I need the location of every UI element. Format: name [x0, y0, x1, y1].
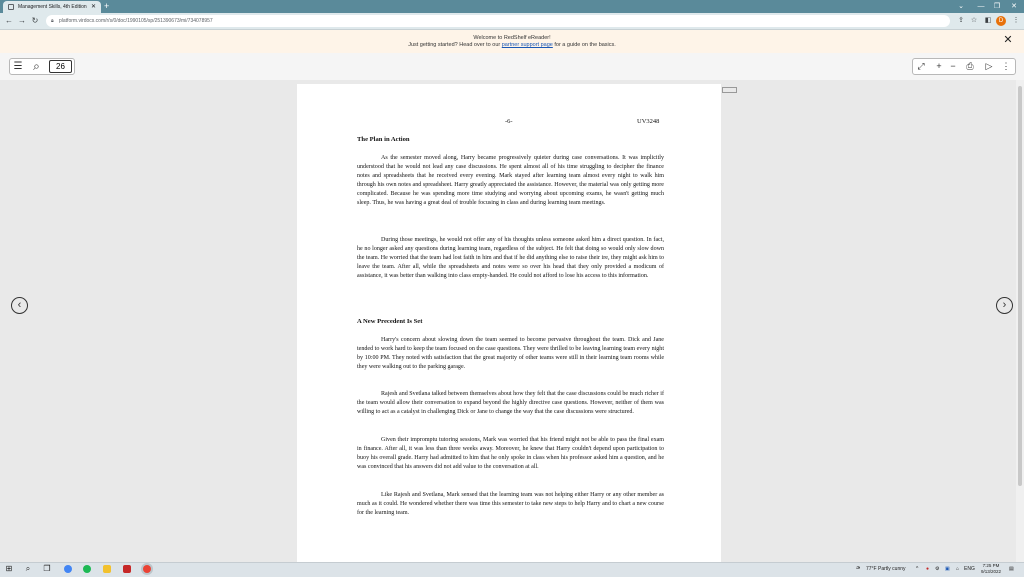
- forward-arrow-icon[interactable]: →: [18, 16, 26, 25]
- bookmark-star-icon[interactable]: ☆: [970, 17, 978, 24]
- page-number-input[interactable]: 26: [49, 60, 72, 73]
- menu-icon[interactable]: ☰: [13, 61, 23, 72]
- network-icon[interactable]: ⌂: [956, 566, 960, 572]
- page-flag-icon[interactable]: [722, 87, 737, 93]
- chrome-icon[interactable]: [64, 565, 72, 573]
- address-bar[interactable]: [46, 15, 950, 27]
- notifications-icon[interactable]: ▤: [1009, 566, 1014, 572]
- paragraph: Like Rajesh and Svetlana, Mark sensed that the learning team was not helping either Harry or any other member as much as it could. He wondered whether there was time this semester to take new steps to help Harry and to chart a new course for the learning team.: [357, 492, 664, 517]
- paragraph: Given their impromptu tutoring sessions, Mark was worried that his friend might not be able to pass the final exam in finance. After all, it was less than three weeks away. Moreover, he knew that Harry couldn't depend upon participation to buoy his overall grade. Harry had admitted to him that he only spoke in class when his professor asked him a question, and he was convinced that his answers did not add value to the conversation at all.: [357, 437, 664, 471]
- browser-tab[interactable]: [3, 1, 101, 13]
- zoom-out-icon[interactable]: −: [950, 61, 956, 71]
- spotify-icon[interactable]: [83, 565, 91, 573]
- weather-text[interactable]: 77°F Partly cunny: [866, 566, 906, 572]
- app-icon[interactable]: [123, 565, 131, 573]
- document-id: UV3248: [637, 118, 660, 125]
- tray-chevron-icon[interactable]: ^: [916, 566, 919, 572]
- tray-app-icon[interactable]: ▣: [945, 566, 950, 572]
- section-heading: The Plan in Action: [357, 136, 410, 143]
- next-page-icon[interactable]: ›: [996, 297, 1013, 314]
- clock-time: 7:25 PM: [982, 563, 1000, 568]
- paragraph: As the semester moved along, Harry became progressively quieter during case conversations. It was implicitly understood that he would not lead any case discussions. He spent almost all of his time struggling to decipher the finance notes and spreadsheets that he received every evening. Mark stayed after learning team almost every night to walk him through his own notes and spreadsheet. Harry greatly appreciated the assistance. However, the material was only getting more complicated. Because he was spending more time studying and worrying about upcoming exams, he wasn't getting much sleep. Thus, he was having a great deal of trouble focusing in class and during learning team meetings.: [357, 155, 664, 207]
- share-icon[interactable]: ⇪: [958, 17, 964, 24]
- url-text: platform.virdocs.com/r/s/0/doc/1990105/sp/251390673/mi/734078957: [59, 18, 213, 24]
- maximize-button[interactable]: ❐: [993, 3, 1001, 10]
- page-label: -6-: [505, 118, 513, 125]
- system-clock[interactable]: [978, 563, 1004, 575]
- more-options-icon[interactable]: ⋮: [1001, 61, 1011, 71]
- reader-toolbar: [0, 53, 1024, 80]
- chrome-active-icon[interactable]: [143, 565, 151, 573]
- tab-search-icon[interactable]: ⌄: [958, 3, 964, 10]
- reload-icon[interactable]: ↻: [31, 16, 39, 25]
- page-mode-icon[interactable]: ⎙: [966, 61, 974, 71]
- language-indicator[interactable]: ENG: [964, 566, 975, 572]
- tray-app-icon[interactable]: ●: [926, 566, 930, 572]
- section-heading: A New Precedent Is Set: [357, 318, 423, 325]
- new-tab-button[interactable]: +: [104, 1, 110, 11]
- browser-menu-icon[interactable]: ⋮: [1012, 17, 1020, 24]
- banner-title: Welcome to RedShelf eReader!: [473, 35, 551, 41]
- lock-icon: 🔒︎: [51, 18, 54, 24]
- window-close-button[interactable]: ✕: [1011, 3, 1017, 10]
- browser-tab-strip: [0, 0, 1024, 13]
- previous-page-icon[interactable]: ‹: [11, 297, 28, 314]
- minimize-button[interactable]: —: [977, 3, 985, 10]
- back-arrow-icon[interactable]: ←: [5, 16, 13, 25]
- banner-message: Just getting started? Head over to our partner support page for a guide on the basics.: [408, 42, 616, 48]
- profile-avatar[interactable]: D: [996, 16, 1006, 26]
- clock-date: 9/13/2022: [980, 569, 1002, 574]
- paragraph: Rajesh and Svetlana talked between themselves about how they felt that the case discussions could be much richer if the team would allow their conversation to expand beyond the highly directive case questions. However, neither of them was willing to act as a catalyst in challenging Dick or Jane to change the way that the case discussions were structured.: [357, 391, 664, 416]
- page-favicon-icon: [8, 4, 14, 10]
- search-icon[interactable]: ⌕: [33, 59, 40, 73]
- partner-support-link[interactable]: partner support page: [501, 42, 553, 48]
- welcome-banner: [0, 30, 1024, 53]
- fullscreen-icon[interactable]: ⤢: [917, 61, 925, 71]
- scrollbar-thumb[interactable]: [1018, 86, 1022, 486]
- tab-close-icon[interactable]: ✕: [90, 4, 96, 10]
- banner-close-icon[interactable]: ✕: [1003, 34, 1013, 46]
- paragraph: During those meetings, he would not offer any of his thoughts unless someone asked him a direct question. In fact, he no longer asked any questions during learning team, regardless of the subject. He felt that doing so would only slow down the team. He worried that the team had lost faith in him and that if he did anything else to raise their ire, they might ask him to leave the team. After all, while the spreadsheets and notes were so over his head that they only provided a modicum of assistance, it was better than walking into class empty-handed. He could not afford to lose his access to this information.: [357, 237, 664, 280]
- tab-title: Management Skills, 4th Edition: [18, 4, 87, 10]
- weather-icon: ⛅︎: [856, 566, 861, 572]
- zoom-in-icon[interactable]: +: [936, 61, 942, 71]
- task-view-icon[interactable]: ❐: [43, 564, 51, 573]
- paragraph: Harry's concern about slowing down the team seemed to become pervasive throughout the team. Dick and Jane tended to work hard to keep the team focused on the case questions. They were thrilled to be leaving learning team every night by 10:00 PM. They noted with satisfaction that the great majority of other teams were still in their learning team rooms while they were walking out to the parking garage.: [357, 337, 664, 371]
- side-panel-icon[interactable]: ◧: [984, 17, 992, 24]
- read-aloud-icon[interactable]: ▷: [985, 61, 993, 71]
- tray-app-icon[interactable]: ⚙: [935, 566, 940, 572]
- taskbar-search-icon[interactable]: ⌕: [25, 564, 31, 573]
- windows-start-icon[interactable]: ⊞: [5, 564, 13, 573]
- file-explorer-icon[interactable]: [103, 565, 111, 573]
